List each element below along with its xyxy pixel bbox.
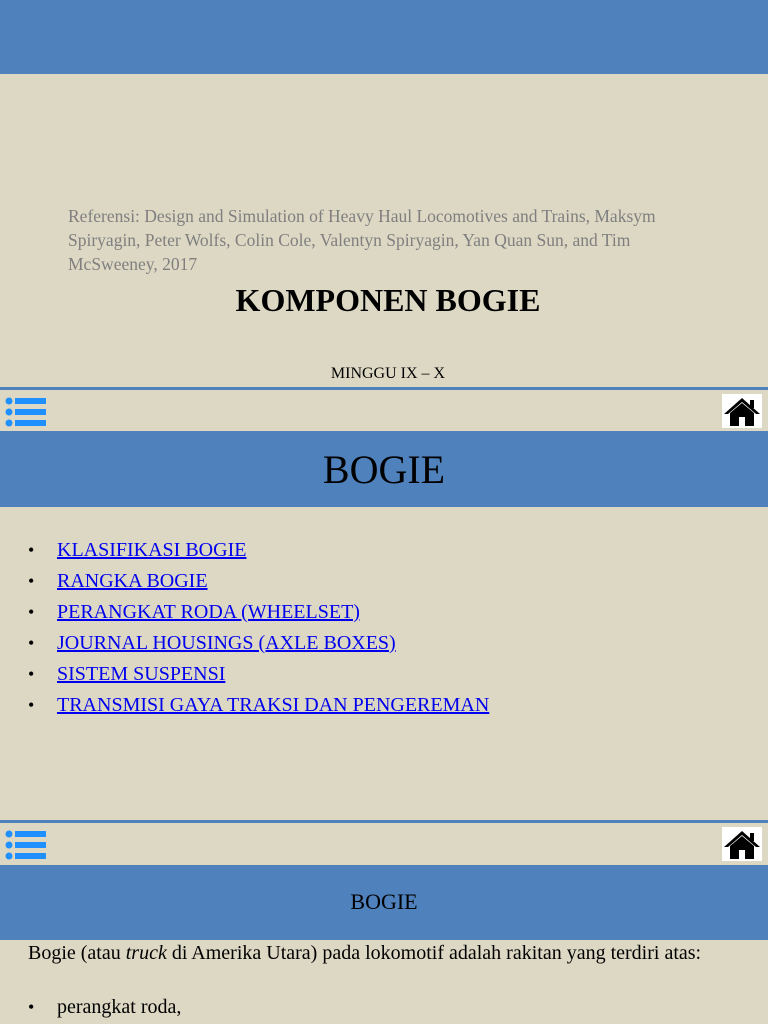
list-item	[28, 598, 489, 629]
top-header-band	[0, 0, 768, 74]
emphasis-text: truck	[125, 942, 167, 964]
list-item	[28, 567, 489, 598]
topic-link-wheelset[interactable]: PERANGKAT RODA (WHEELSET)	[57, 601, 360, 623]
paragraph: Bogie (atau truck di Amerika Utara) pada lokomotif adalah rakitan yang terdiri atas:	[28, 942, 702, 964]
nav-row	[0, 823, 768, 865]
list-item	[28, 536, 489, 567]
home-icon[interactable]	[722, 394, 762, 428]
section-title: BOGIE	[350, 889, 418, 914]
list-item	[28, 629, 489, 660]
list-item	[28, 660, 489, 691]
reference-text: Referensi: Design and Simulation of Heavy Haul Locomotives and Trains, Maksym Spiryagin, Peter Wolfs, Colin Cole, Valentyn Spiryagin, Yan Quan Sun, and Tim McSweeney, 2017	[68, 206, 656, 274]
section-title: BOGIE	[322, 447, 446, 492]
list-icon[interactable]	[4, 396, 48, 428]
topic-list	[28, 536, 489, 722]
list-icon[interactable]	[4, 829, 48, 861]
slide-subtitle: MINGGU IX – X	[330, 365, 446, 382]
list-item	[28, 691, 489, 722]
topic-link-suspensi[interactable]: SISTEM SUSPENSI	[57, 663, 226, 685]
topic-link-journal-housings[interactable]: JOURNAL HOUSINGS (AXLE BOXES)	[57, 632, 396, 654]
home-icon[interactable]	[722, 827, 762, 861]
topic-link-transmisi[interactable]: TRANSMISI GAYA TRAKSI DAN PENGEREMAN	[57, 694, 490, 716]
bullet-item: • perangkat roda,	[28, 994, 181, 1020]
slide-title: KOMPONEN BOGIE	[235, 282, 541, 318]
topic-link-rangka[interactable]: RANGKA BOGIE	[57, 570, 208, 592]
nav-row	[0, 390, 768, 432]
topic-link-klasifikasi[interactable]: KLASIFIKASI BOGIE	[57, 539, 247, 561]
